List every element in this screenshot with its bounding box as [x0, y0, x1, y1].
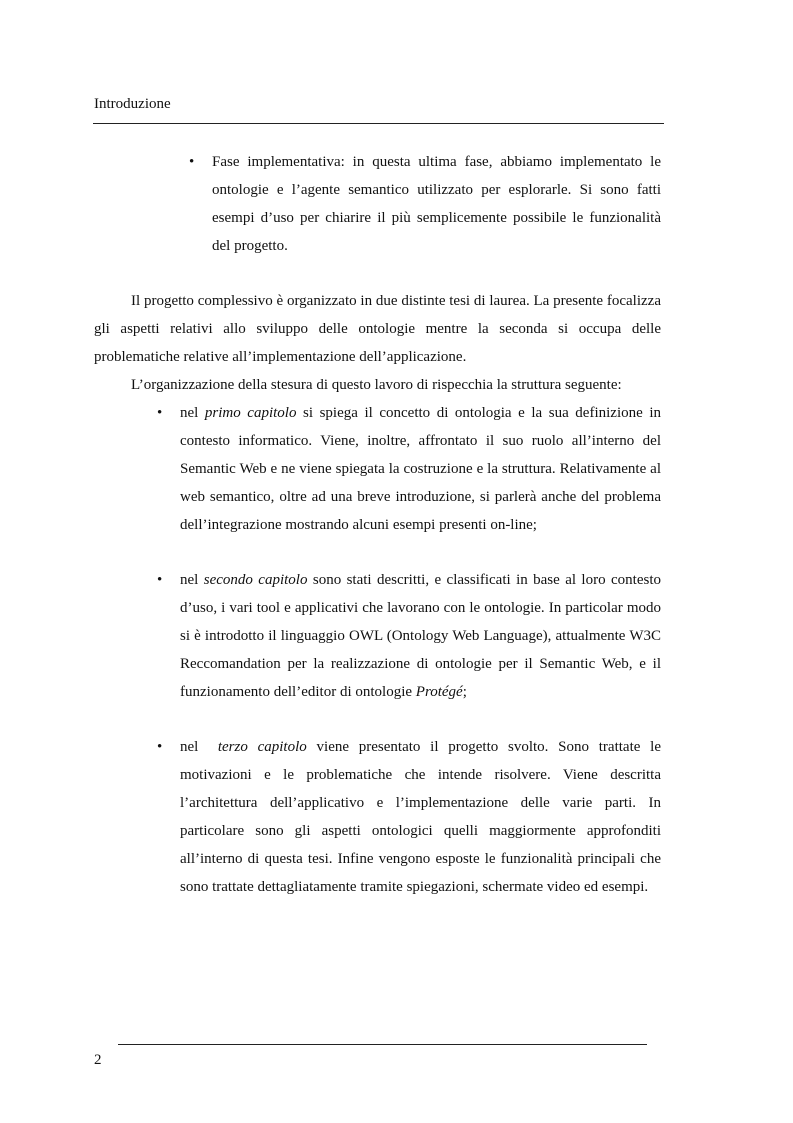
item-text: si spiega il concetto di ontologia e la sua definizione in contesto informatico. Viene, inoltre, affrontato il suo ruolo all’interno del Semantic Web e ne viene spiegata la costruzione e la struttura. Relativamente al web semantico, oltre ad una breve introduzione, si parlerà anche del problema dell’integrazione mostrando alcuni esempi presenti on-line; [180, 405, 661, 533]
list-item-primo-capitolo [180, 399, 661, 539]
bullet-icon: • [157, 739, 163, 755]
page-number: 2 [94, 1052, 102, 1068]
software-name: Protégé [415, 684, 463, 700]
list-item-terzo-capitolo [180, 733, 661, 901]
item-tail: ; [462, 684, 467, 700]
item-text: sono stati descritti, e classificati in base al loro contesto d’uso, i vari tool e applicativi che lavorano con le ontologie. In particolar modo si è introdotto il linguaggio OWL (Ontology Web Language), attualmente W3C Reccomandation per la realizzazione di ontologie per il Semantic Web, e il funzionamento dell’editor di ontologie [180, 572, 661, 700]
item-prefix: nel [180, 405, 205, 421]
item-text: viene presentato il progetto svolto. Sono trattate le motivazioni e le problematiche che intende risolvere. Viene descritta l’architettura dell’applicativo e l’implementazione delle varie parti. In particolare sono gli aspetti ontologici quelli maggiormente approfonditi all’interno di questa tesi. Infine vengono esposte le funzionalità principali che sono trattate dettagliatamente tramite spiegazioni, schermate video ed esempi. [180, 739, 661, 895]
item-prefix: nel [180, 572, 204, 588]
list-item-fase-implementativa: Fase implementativa: in questa ultima fase, abbiamo implementato le ontologie e l’agente semantico utilizzato per esplorarle. Si sono fatti esempi d’uso per chiarire il più semplicemente possibile le funzionalità del progetto. [212, 154, 661, 254]
footer-divider [118, 1044, 647, 1045]
bullet-icon: • [157, 572, 163, 588]
header-divider [93, 123, 664, 124]
lead-sentence: L’organizzazione della stesura di questo lavoro di rispecchia la struttura seguente: [131, 377, 622, 393]
running-header: Introduzione [94, 96, 171, 112]
list-item-secondo-capitolo [180, 566, 661, 706]
chapter-name: primo capitolo [204, 405, 297, 421]
chapter-name: terzo capitolo [217, 739, 307, 755]
paragraph-text: Il progetto complessivo è organizzato in due distinte tesi di laurea. La presente focalizza gli aspetti relativi allo sviluppo delle ontologie mentre la seconda si occupa delle problematiche relative all’implementazione dell’applicazione. [94, 293, 661, 365]
chapter-name: secondo capitolo [203, 572, 308, 588]
item-prefix: nel [180, 739, 218, 755]
bullet-icon: • [157, 405, 163, 421]
body-paragraph [94, 287, 661, 371]
bullet-icon: • [189, 154, 195, 170]
